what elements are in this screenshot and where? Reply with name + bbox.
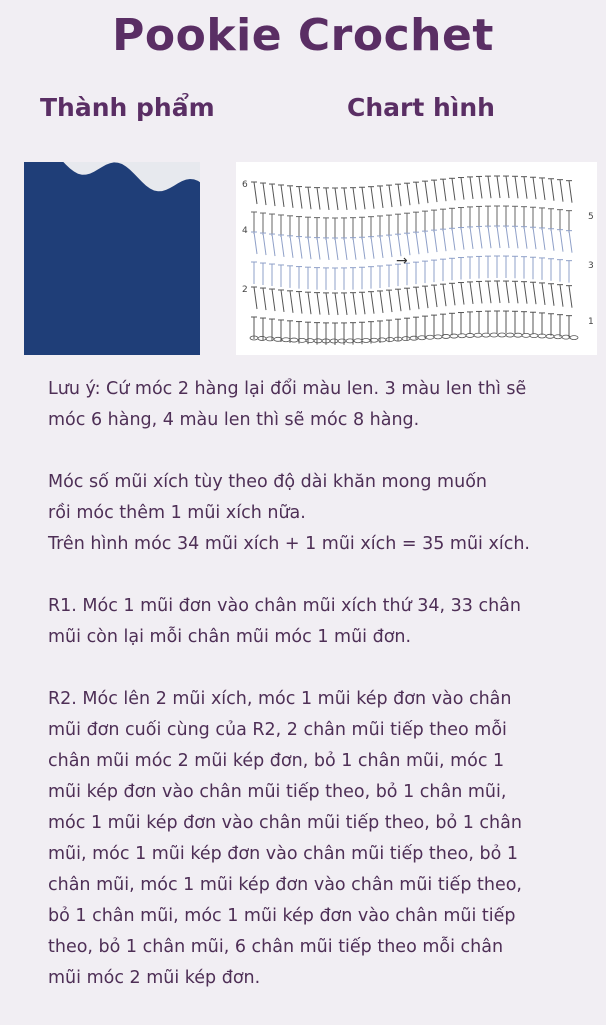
stitch-mark: [254, 182, 257, 204]
chain-stitch: [362, 339, 370, 343]
chain-stitch: [506, 333, 514, 337]
stitch-mark: [299, 292, 302, 314]
chain-paragraph: Móc số mũi xích tùy theo độ dài khăn mong muốn rồi móc thêm 1 mũi xích nữa. Trên hình móc 34 mũi xích + 1 mũi xích = 35 mũi xích.: [48, 472, 530, 554]
chain-stitch: [466, 333, 474, 337]
stitch-mark: [470, 177, 473, 199]
stitch-mark: [497, 226, 500, 248]
stitch-mark: [524, 227, 527, 249]
stitch-mark: [317, 238, 320, 260]
row-number-1: 1: [588, 317, 594, 327]
stitch-mark: [290, 291, 293, 313]
stitch-mark: [380, 186, 383, 208]
stitch-chart: [236, 162, 597, 355]
chain-stitch: [290, 338, 298, 342]
stitch-mark: [479, 176, 482, 198]
stitch-mark: [272, 184, 275, 206]
row-number-3: 3: [588, 261, 594, 271]
chain-stitch: [258, 336, 266, 340]
ripple-blanket-image: [24, 162, 200, 355]
stitch-mark: [362, 187, 365, 209]
stitch-mark: [470, 227, 473, 249]
note-paragraph: Lưu ý: Cứ móc 2 hàng lại đổi màu len. 3 màu len thì sẽ móc 6 hàng, 4 màu len thì sẽ móc 8 hàng.: [48, 379, 527, 430]
stitch-mark: [524, 177, 527, 199]
stitch-mark: [344, 293, 347, 315]
stitch-mark: [389, 235, 392, 257]
chain-stitch: [314, 339, 322, 343]
stitch-mark: [407, 233, 410, 255]
chain-stitch: [530, 334, 538, 338]
stitch-mark: [425, 231, 428, 253]
stitch-mark: [551, 284, 554, 306]
stitch-mark: [560, 180, 563, 202]
stitch-mark: [299, 237, 302, 259]
stitch-mark: [389, 290, 392, 312]
stitch-mark: [344, 238, 347, 260]
stitch-mark: [416, 182, 419, 204]
stitch-mark: [551, 179, 554, 201]
chain-stitch: [282, 338, 290, 342]
finished-blanket-photo: [24, 162, 200, 355]
stitch-mark: [317, 188, 320, 210]
stitch-mark: [461, 228, 464, 250]
stitch-mark: [263, 288, 266, 310]
row-1-paragraph: R1. Móc 1 mũi đơn vào chân mũi xích thứ 34, 33 chân mũi còn lại mỗi chân mũi móc 1 mũi đơn.: [48, 596, 521, 647]
chain-stitch: [266, 337, 274, 341]
arrow-right-icon: →: [396, 253, 408, 269]
chain-stitch: [378, 338, 386, 342]
stitch-mark: [524, 282, 527, 304]
yarn-band: [24, 162, 200, 355]
chain-stitch: [522, 333, 530, 337]
chain-stitch: [426, 335, 434, 339]
stitch-mark: [398, 289, 401, 311]
pattern-instructions: [48, 374, 568, 1025]
stitch-mark: [452, 178, 455, 200]
stitch-mark: [281, 235, 284, 257]
stitch-mark: [335, 188, 338, 210]
row-number-2: 2: [242, 285, 248, 295]
chain-stitch: [474, 333, 482, 337]
stitch-mark: [326, 238, 329, 260]
stitch-mark: [416, 287, 419, 309]
chain-stitch: [442, 334, 450, 338]
stitch-mark: [371, 292, 374, 314]
stitch-mark: [569, 286, 572, 308]
chain-stitch: [354, 339, 362, 343]
stitch-mark: [380, 236, 383, 258]
stitch-mark: [272, 289, 275, 311]
stitch-mark: [461, 283, 464, 305]
chain-stitch: [306, 339, 314, 343]
stitch-mark: [254, 232, 257, 254]
page-title: Pookie Crochet: [112, 10, 494, 61]
stitch-mark: [308, 187, 311, 209]
row-number-6: 6: [242, 180, 248, 190]
stitch-mark: [290, 236, 293, 258]
stitch-mark: [380, 291, 383, 313]
stitch-mark: [542, 283, 545, 305]
stitch-mark: [407, 288, 410, 310]
stitch-mark: [344, 188, 347, 210]
chain-stitch: [402, 337, 410, 341]
stitch-mark: [560, 285, 563, 307]
stitch-mark: [353, 188, 356, 210]
stitch-mark: [272, 234, 275, 256]
chain-stitch: [330, 339, 338, 343]
stitch-mark: [281, 185, 284, 207]
stitch-mark: [542, 228, 545, 250]
chain-stitch: [490, 333, 498, 337]
stitch-mark: [353, 293, 356, 315]
row-number-4: 4: [242, 226, 248, 236]
stitch-mark: [461, 178, 464, 200]
stitch-mark: [443, 284, 446, 306]
stitch-mark: [452, 283, 455, 305]
stitch-mark: [290, 186, 293, 208]
stitch-mark: [254, 287, 257, 309]
stitch-mark: [542, 178, 545, 200]
chain-stitch: [554, 335, 562, 339]
stitch-mark: [353, 238, 356, 260]
stitch-mark: [425, 286, 428, 308]
stitch-mark: [434, 285, 437, 307]
stitch-mark: [335, 293, 338, 315]
chain-stitch: [434, 335, 442, 339]
chain-stitch: [450, 334, 458, 338]
stitch-mark: [479, 281, 482, 303]
stitch-mark: [488, 226, 491, 248]
stitch-mark: [443, 179, 446, 201]
stitch-mark: [551, 229, 554, 251]
stitch-mark: [263, 183, 266, 205]
stitch-mark: [560, 230, 563, 252]
stitch-mark: [470, 282, 473, 304]
chain-stitch: [570, 336, 578, 340]
stitch-mark: [326, 188, 329, 210]
stitch-mark: [533, 177, 536, 199]
stitch-mark: [281, 290, 284, 312]
chain-stitch: [458, 334, 466, 338]
stitch-mark: [506, 226, 509, 248]
stitch-mark: [371, 237, 374, 259]
crochet-chart-diagram: [236, 162, 597, 355]
stitch-mark: [416, 232, 419, 254]
stitch-mark: [533, 282, 536, 304]
stitch-mark: [488, 281, 491, 303]
stitch-mark: [479, 226, 482, 248]
stitch-mark: [308, 237, 311, 259]
stitch-mark: [569, 181, 572, 203]
chain-stitch: [410, 336, 418, 340]
chain-stitch: [482, 333, 490, 337]
stitch-mark: [317, 293, 320, 315]
chain-stitch: [386, 338, 394, 342]
stitch-mark: [362, 292, 365, 314]
stitch-mark: [515, 176, 518, 198]
finished-label: Thành phẩm: [40, 93, 215, 122]
stitch-mark: [389, 185, 392, 207]
stitch-mark: [443, 229, 446, 251]
stitch-mark: [506, 281, 509, 303]
stitch-mark: [335, 238, 338, 260]
stitch-mark: [371, 187, 374, 209]
stitch-mark: [488, 176, 491, 198]
stitch-mark: [533, 227, 536, 249]
stitch-mark: [398, 184, 401, 206]
stitch-mark: [362, 237, 365, 259]
stitch-mark: [308, 292, 311, 314]
row-number-5: 5: [588, 212, 594, 222]
chart-label: Chart hình: [347, 93, 495, 122]
chain-stitch: [514, 333, 522, 337]
stitch-mark: [515, 281, 518, 303]
stitch-mark: [434, 180, 437, 202]
stitch-mark: [263, 233, 266, 255]
stitch-mark: [497, 176, 500, 198]
stitch-mark: [425, 181, 428, 203]
stitch-mark: [299, 187, 302, 209]
stitch-mark: [452, 228, 455, 250]
row-2-paragraph: R2. Móc lên 2 mũi xích, móc 1 mũi kép đơn vào chân mũi đơn cuối cùng của R2, 2 chân mũi tiếp theo mỗi chân mũi móc 2 mũi kép đơn, bỏ 1 chân mũi, móc 1 mũi kép đơn vào chân mũi tiếp theo, bỏ 1 chân mũi, móc 1 mũi kép đơn vào chân mũi tiếp theo, bỏ 1 chân mũi, móc 1 mũi kép đơn vào chân mũi tiếp theo, bỏ 1 chân mũi, móc 1 mũi kép đơn vào chân mũi tiếp theo, bỏ 1 chân mũi, móc 1 mũi kép đơn vào chân mũi tiếp theo, bỏ 1 chân mũi, 6 chân mũi tiếp theo mỗi chân mũi móc 2 mũi kép đơn.: [48, 689, 522, 988]
stitch-mark: [434, 230, 437, 252]
stitch-mark: [506, 176, 509, 198]
stitch-mark: [326, 293, 329, 315]
chain-stitch: [546, 334, 554, 338]
chart-stitch-rows: [250, 176, 578, 345]
stitch-mark: [569, 231, 572, 253]
stitch-mark: [497, 281, 500, 303]
stitch-mark: [515, 226, 518, 248]
stitch-mark: [407, 183, 410, 205]
chain-stitch: [498, 333, 506, 337]
chain-stitch: [338, 339, 346, 343]
